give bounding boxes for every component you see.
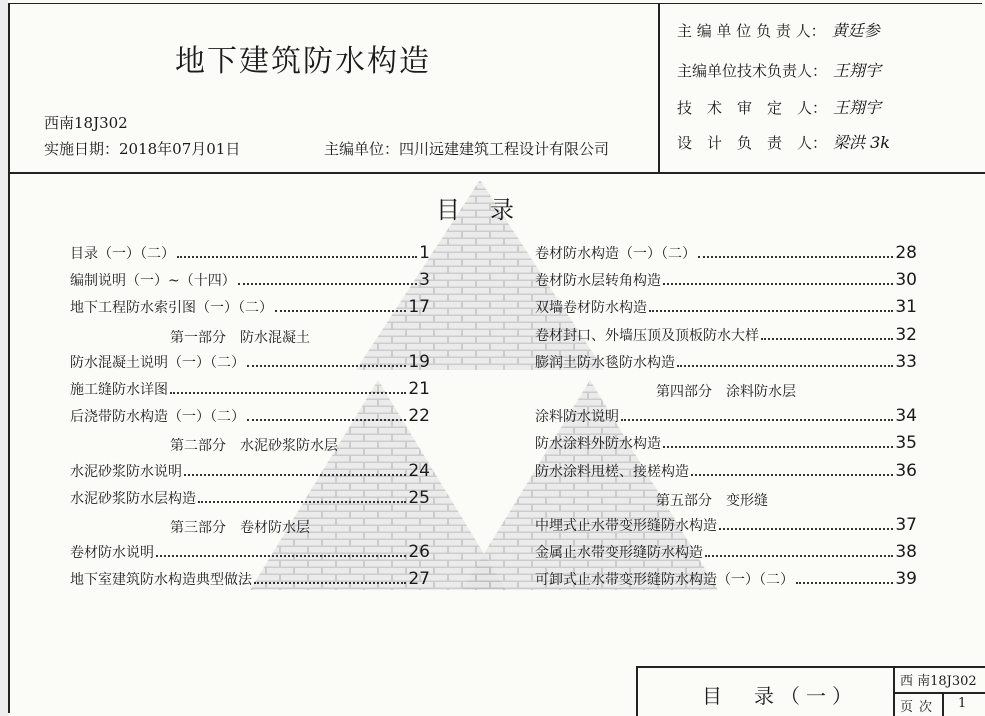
toc-leader-dots xyxy=(247,365,406,367)
toc-entry-page: 39 xyxy=(895,569,917,590)
toc-leader-dots xyxy=(649,310,893,312)
toc-entry-label: 卷材防水层转角构造 xyxy=(535,273,661,290)
toc-leader-dots xyxy=(663,446,893,448)
toc-entry-label: 施工缝防水详图 xyxy=(70,382,168,398)
document-title: 地下建筑防水构造 xyxy=(175,44,431,79)
toc-entry-page: 21 xyxy=(408,379,430,399)
toc-leader-dots xyxy=(761,338,893,340)
toc-entry[interactable] xyxy=(70,461,430,481)
toc-entry-page: 22 xyxy=(408,406,430,427)
toc-entry[interactable] xyxy=(70,406,430,426)
atlas-code: 西南18J302 xyxy=(44,114,128,132)
toc-entry-page: 34 xyxy=(895,406,917,427)
toc-entry-label: 水泥砂浆防水层构造 xyxy=(70,490,196,507)
toc-section-heading: 第四部分 涂料防水层 xyxy=(656,384,796,400)
toc-entry-page: 27 xyxy=(408,569,430,590)
toc-entry-page: 30 xyxy=(895,270,917,291)
title-block-page-separator xyxy=(942,692,944,716)
toc-entry[interactable] xyxy=(70,352,430,372)
title-block-hline xyxy=(893,692,985,694)
toc-entry-label: 后浇带防水构造（一）（二） xyxy=(70,409,245,426)
toc-leader-dots xyxy=(796,582,893,584)
toc-entry-page: 19 xyxy=(408,351,430,372)
toc-leader-dots xyxy=(677,365,893,367)
toc-leader-dots xyxy=(247,419,406,421)
toc-entry-page: 26 xyxy=(408,542,430,563)
toc-entry-page: 24 xyxy=(408,460,430,481)
toc-entry-page: 3 xyxy=(419,270,430,291)
toc-leader-dots xyxy=(663,283,893,285)
toc-entry[interactable] xyxy=(535,352,917,372)
toc-entry-label: 卷材封口、外墙压顶及顶板防水大样 xyxy=(535,327,759,344)
toc-leader-dots xyxy=(198,501,406,503)
toc-entry[interactable] xyxy=(70,488,430,508)
toc-leader-dots xyxy=(719,528,893,530)
toc-entry-label: 目录（一）（二） xyxy=(70,246,175,262)
toc-entry-page: 32 xyxy=(895,324,917,345)
toc-leader-dots xyxy=(238,283,417,285)
toc-section-heading: 第一部分 防水混凝土 xyxy=(170,329,310,346)
toc-leader-dots xyxy=(698,256,893,258)
toc-entry-label: 防水涂料甩槎、接槎构造 xyxy=(535,463,689,480)
toc-entry-label: 涂料防水说明 xyxy=(535,409,619,426)
toc-entry-page: 25 xyxy=(408,487,430,508)
toc-entry-page: 37 xyxy=(895,515,917,535)
toc-entry-label: 水泥砂浆防水说明 xyxy=(70,463,182,480)
toc-entry-page: 28 xyxy=(895,243,917,263)
toc-section-heading: 第五部分 变形缝 xyxy=(656,492,768,509)
handwritten-signature: 黄廷参 xyxy=(831,21,880,40)
title-block-divider xyxy=(893,666,895,716)
toc-entry[interactable] xyxy=(535,433,917,453)
toc-leader-dots xyxy=(621,419,893,421)
toc-leader-dots xyxy=(184,474,406,476)
toc-entry[interactable] xyxy=(535,461,917,481)
toc-entry[interactable] xyxy=(535,569,917,589)
toc-leader-dots xyxy=(156,555,406,557)
toc-entry-label: 可卸式止水带变形缝防水构造（一）（二） xyxy=(535,572,794,589)
toc-entry[interactable] xyxy=(535,325,917,345)
toc-entry-page: 38 xyxy=(895,542,917,563)
toc-entry-label: 金属止水带变形缝防水构造 xyxy=(535,545,703,562)
toc-entry-page: 33 xyxy=(895,351,917,372)
title-block-title: 目 录（一） xyxy=(702,684,858,708)
signature-label: 主 编 单 位 负 责 人： xyxy=(677,22,826,40)
toc-entry[interactable] xyxy=(70,379,430,399)
toc-title: 目录 xyxy=(436,196,544,224)
signature-label: 技 术 审 定 人： xyxy=(677,99,828,117)
toc-leader-dots xyxy=(170,392,406,394)
toc-entry[interactable] xyxy=(535,243,917,263)
toc-entry[interactable] xyxy=(535,297,917,317)
toc-leader-dots xyxy=(691,474,893,476)
toc-entry-page: 36 xyxy=(895,460,917,481)
toc-entry[interactable] xyxy=(70,270,430,290)
toc-entry[interactable] xyxy=(535,406,917,426)
toc-entry-page: 31 xyxy=(895,297,917,318)
title-block-code: 西 南18J302 xyxy=(900,674,977,689)
toc-leader-dots xyxy=(275,310,406,312)
toc-entry[interactable] xyxy=(70,297,430,317)
title-block-page-number: 1 xyxy=(958,696,967,711)
toc-entry-label: 卷材防水说明 xyxy=(70,545,154,562)
toc-leader-dots xyxy=(177,256,417,258)
toc-leader-dots xyxy=(705,555,893,557)
toc-section-heading: 第二部分 水泥砂浆防水层 xyxy=(170,438,338,455)
toc-entry-page: 17 xyxy=(408,297,430,318)
toc-entry-label: 地下工程防水索引图（一）（二） xyxy=(70,300,273,317)
toc-entry-label: 编制说明（一）~（十四） xyxy=(70,273,236,290)
toc-entry-label: 地下室建筑防水构造典型做法 xyxy=(70,572,252,589)
toc-entry-label: 双墙卷材防水构造 xyxy=(535,300,647,317)
toc-entry-label: 防水涂料外防水构造 xyxy=(535,436,661,453)
toc-entry-page: 35 xyxy=(895,433,917,454)
toc-entry[interactable] xyxy=(535,542,917,562)
handwritten-signature: 王翔宇 xyxy=(833,98,882,117)
signature-label: 主编单位技术负责人： xyxy=(677,62,828,80)
toc-section-heading: 第三部分 卷材防水层 xyxy=(170,520,310,536)
toc-entry[interactable] xyxy=(70,569,430,589)
title-block-page-label: 页次 xyxy=(900,700,939,715)
toc-leader-dots xyxy=(254,582,406,584)
handwritten-signature: 梁洪 3k xyxy=(833,133,890,152)
effective-date: 实施日期：2018年07月01日 xyxy=(44,140,241,158)
toc-entry-page: 1 xyxy=(419,243,430,263)
editor-unit: 主编单位：四川远建建筑工程设计有限公司 xyxy=(324,140,610,158)
handwritten-signature: 王翔宇 xyxy=(833,61,882,80)
toc-entry-label: 膨润土防水毯防水构造 xyxy=(535,354,675,371)
toc-entry-label: 防水混凝土说明（一）（二） xyxy=(70,354,245,371)
toc-entry-label: 卷材防水构造（一）（二） xyxy=(535,246,696,262)
toc-entry-label: 中埋式止水带变形缝防水构造 xyxy=(535,518,717,534)
toc-entry[interactable] xyxy=(535,515,917,535)
toc-entry[interactable] xyxy=(535,270,917,290)
signature-label: 设 计 负 责 人： xyxy=(677,134,828,152)
toc-entry[interactable] xyxy=(70,542,430,562)
toc-entry[interactable] xyxy=(70,243,430,263)
